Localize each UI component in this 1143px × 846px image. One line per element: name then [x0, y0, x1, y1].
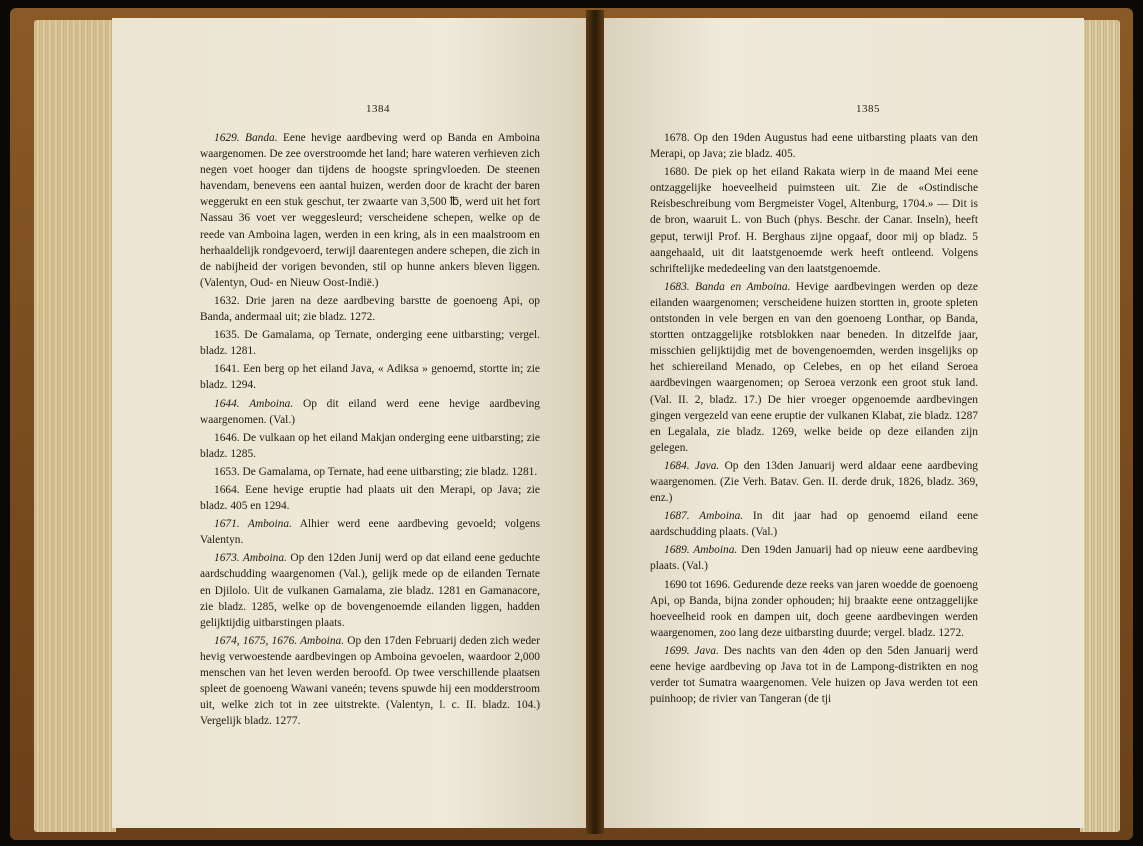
- paragraph-body: 1646. De vulkaan op het eiland Makjan onderging eene uitbarsting; zie bladz. 1285.: [200, 431, 540, 460]
- paragraph-body: Op den 17den Februarij deden zich weder hevig verwoestende aardbevingen op Amboina gevoelen, waardoor 2,000 menschen van het leven werden beroofd. Op twee verschillende plaatsen spleet de goenoeng Wawani vaneén; tevens spuwde hij een modderstroom uit, welke zich tot in zee uitstrekte. (Valentyn, l. c. II. bladz. 104.) Vergelijk bladz. 1277.: [200, 634, 540, 728]
- paragraph-body: Op den 13den Januarij werd aldaar eene aardbeving waargenomen. (Zie Verh. Batav. Gen. II. derde druk, 1826, bladz. 369, enz.): [650, 459, 978, 505]
- paragraph: [200, 464, 540, 480]
- paragraph-body: 1664. Eene hevige eruptie had plaats uit den Merapi, op Java; zie bladz. 405 en 1294.: [200, 483, 540, 513]
- book-gutter: [586, 10, 604, 834]
- paragraph: [200, 396, 540, 428]
- paragraph-body: 1690 tot 1696. Gedurende deze reeks van jaren woedde de goenoeng Api, op Banda, bijna zonder ophouden; hij braakte eene ontzaggelijke hoeveelheid rook en dampen uit, doch geene aardbevingen werden waargenomen, zoo lang deze uitbarsting duurde; vergel. bladz. 1272.: [650, 578, 978, 639]
- paragraph-body: Op den 12den Junij werd op dat eiland eene geduchte aardschudding waargenomen (Val.), gelijk mede op de eilanden Ternate en Djilolo. Uit de vulkanen Gamalama, zie bladz. 1281 en Gamanacore, zie bladz. 1285, welke op de bovengenoemde eilanden liggen, hadden gelijktijdig uitbarstingen plaats.: [200, 552, 540, 629]
- page-edges-right: [1080, 20, 1120, 832]
- entry-heading: 1687. Amboina.: [664, 510, 744, 523]
- paragraph-body: 1680. De piek op het eiland Rakata wierp in de maand Mei eene ontzaggelijke hoeveelheid puimsteen uit. Zie de «Ostindische Reisbeschreibung vom Bergmeister Vogel, Altenburg, 1704.» — Dit is de bron, waaruit L. von Buch (phys. Beschr. der Canar. Inseln), heeft geput, terwijl Prof. H. Berghaus zijne opgaaf, door mij op bladz. 5 aangehaald, uit dit laatstgenoemde werk heeft ontleend. Volgens schriftelijke mededeeling van den laatstgenoemde.: [650, 166, 978, 275]
- paragraph-body: Eene hevige aardbeving werd op Banda en Amboina waargenomen. De zee overstroomde het land; hare wateren verhieven zich negen voet hooger dan tijdens de hoogste springvloeden. De steenen havendam, benevens een aantal huizen, werden door de kracht der baren weggerukt en een stuk geschut, ter zwaarte van 3,500 ℔, werd uit het fort Nassau 36 voet ver weggesleurd; verscheidene schepen, welke op de reede van Amboina lagen, werden in een kring, als in een maalstroom en herhaaldelijk rondgevoerd, terwijl daarentegen andere schepen, die zich in de nabijheid der vorigen bevonden, stil op hunne ankers bleven liggen. (Valentyn, Oud- en Nieuw Oost-Indië.): [200, 132, 540, 289]
- right-page-text: [650, 130, 978, 709]
- paragraph: [650, 458, 978, 506]
- paragraph-body: Den 19den Januarij had op nieuw eene aardbeving plaats. (Val.): [650, 544, 978, 573]
- entry-heading: 1674, 1675, 1676. Amboina.: [214, 634, 345, 647]
- paragraph: [200, 516, 540, 548]
- paragraph-body: 1641. Een berg op het eiland Java, « Adiksa » genoemd, stortte in; zie bladz. 1294.: [200, 363, 540, 392]
- paragraph-body: 1635. De Gamalama, op Ternate, onderging eene uitbarsting; vergel. bladz. 1281.: [200, 329, 540, 358]
- paragraph-body: 1632. Drie jaren na deze aardbeving barstte de goenoeng Api, op Banda, andermaal uit; zie bladz. 1272.: [200, 294, 540, 324]
- paragraph-body: Op dit eiland werd eene hevige aardbeving waargenomen. (Val.): [200, 397, 541, 426]
- paragraph: [200, 550, 540, 630]
- entry-heading: 1699. Java.: [664, 644, 719, 657]
- paragraph: [200, 327, 540, 359]
- left-page-number: 1384: [366, 103, 390, 115]
- paragraph-body: 1678. Op den 19den Augustus had eene uitbarsting plaats van den Merapi, op Java; zie bladz. 405.: [650, 132, 978, 161]
- paragraph: [200, 361, 540, 393]
- entry-heading: 1644. Amboina.: [214, 397, 294, 410]
- paragraph: [200, 430, 540, 462]
- right-page-number: 1385: [856, 103, 880, 115]
- page-edges-left: [34, 20, 116, 832]
- paragraph-body: 1653. De Gamalama, op Ternate, had eene uitbarsting; zie bladz. 1281.: [214, 465, 538, 478]
- entry-heading: 1689. Amboina.: [664, 544, 738, 557]
- paragraph: [200, 293, 540, 325]
- entry-heading: 1671. Amboina.: [214, 518, 292, 531]
- paragraph-body: Alhier werd eene aardbeving gevoeld; volgens Valentyn.: [200, 518, 541, 547]
- paragraph: [200, 482, 540, 514]
- paragraph-body: Des nachts van den 4den op den 5den Januarij werd eene hevige aardbeving op Java tot in de Lampong-distrikten en nog verder tot Sumatra waargenomen. Vele huizen op Java werden tot een puinhoop; de rivier van Tangeran (de tji: [650, 644, 979, 706]
- left-page-text: [200, 130, 540, 731]
- paragraph: [650, 130, 978, 162]
- paragraph: [650, 164, 978, 277]
- paragraph: [650, 577, 978, 641]
- paragraph: [200, 633, 540, 730]
- entry-heading: 1629. Banda.: [214, 132, 278, 144]
- paragraph: [200, 130, 540, 291]
- entry-heading: 1684. Java.: [664, 459, 720, 472]
- paragraph-body: In dit jaar had op genoemd eiland eene aardschudding plaats. (Val.): [650, 510, 978, 539]
- paragraph: [650, 542, 978, 574]
- paragraph-body: Hevige aardbevingen werden op deze eilanden waargenomen; verscheidene huizen stortten in, groote spleten ontstonden in vele bergen en van den goenoeng Lonthar, op Banda, stortten ontzaggelijke rotsblokken naar beneden. In ditzelfde jaar, misschien gelijktijdig met de bovengenoemden, werden insgelijks op het schiereiland Menado, op Celebes, en op het eiland Seroea aardbevingen waargenomen; op Seroea verzonk een groot stuk land. (Val. II. 2, bladz. 17.) De hier vroeger opgenoemde aardbevingen gingen vergezeld van eene eruptie der vulkanen Klabat, zie bladz. 1287 en Legalala, zie bladz. 1269, welke beide op deze eilanden zijn gelegen.: [650, 280, 978, 454]
- paragraph: [650, 643, 978, 707]
- entry-heading: 1683. Banda en Amboina.: [664, 280, 791, 293]
- entry-heading: 1673. Amboina.: [214, 552, 287, 565]
- paragraph: [650, 508, 978, 540]
- paragraph: [650, 279, 978, 456]
